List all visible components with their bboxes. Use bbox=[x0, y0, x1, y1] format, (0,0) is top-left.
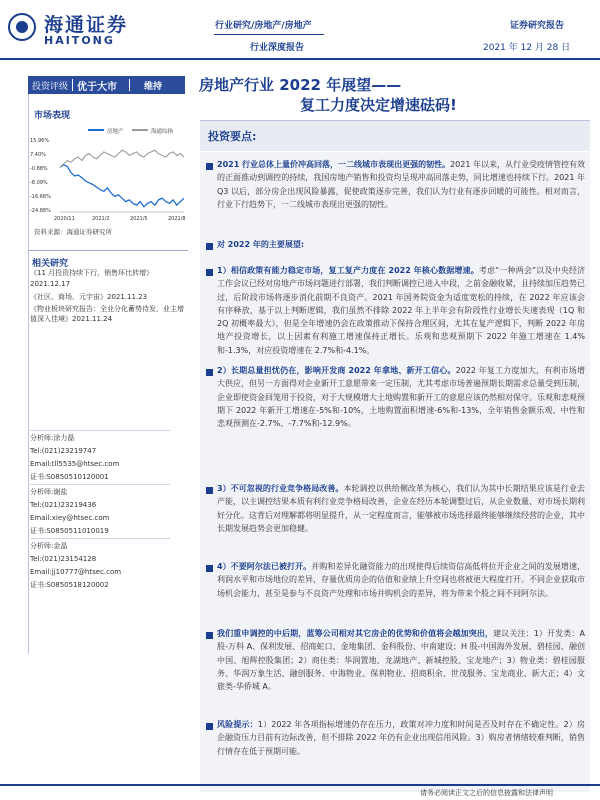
analyst-email[interactable]: Email:xiey@htsec.com bbox=[30, 514, 110, 522]
summary-para bbox=[217, 560, 585, 600]
analyst-tel: Tel:(021)23219747 bbox=[30, 447, 97, 455]
analyst-card-2 bbox=[30, 486, 109, 538]
footer-rule bbox=[0, 784, 600, 786]
logo-chinese: 海通证券 bbox=[44, 14, 129, 36]
summary-para bbox=[217, 364, 585, 430]
legend-label-realestate: 房地产 bbox=[107, 129, 124, 135]
y-tick-label: -8.09% bbox=[30, 180, 48, 186]
analyst-name: 分析师:金晶 bbox=[30, 542, 68, 550]
market-chart bbox=[28, 120, 188, 225]
bullet-icon bbox=[206, 269, 213, 276]
summary-para bbox=[217, 158, 585, 211]
x-tick-label: 2021/2 bbox=[92, 216, 110, 222]
related-title: 相关研究 bbox=[32, 259, 69, 269]
legend-label-index: 海通综指 bbox=[151, 129, 174, 135]
summary-para bbox=[217, 718, 585, 758]
related-item: 《社区、商场、元宇宙》2021.11.23 bbox=[30, 293, 148, 301]
header-divider bbox=[214, 34, 324, 35]
para-text: 建议关注：1）开发类：A 股-万科 A、保利发展、招商蛇口、金地集团、金科股份、中南建设；H 股-中国海外发展、碧桂园、融创中国、旭辉控股集团；2）商住类：华润置地、龙湖地产、新城控股、宝龙地产；3）物业类：碧桂园服务、华润万象生活、融创服务、中海物业、保利物业、招商积余、世茂服务、宝龙商业、新大正；4）文旅类-华侨城 A。 bbox=[217, 629, 586, 692]
header-rule bbox=[0, 58, 600, 60]
footer-disclaimer: 请务必阅读正文之后的信息披露和法律声明 bbox=[420, 789, 553, 797]
rating-action: 维持 bbox=[144, 81, 163, 92]
y-tick-label: -24.88% bbox=[30, 208, 51, 214]
analyst-name: 分析师:涂力磊 bbox=[30, 434, 75, 442]
para-text: 并购和差异化融资能力的出现使得后续资信高低将拉开企业之间的发展增速，利润水平和市场地位的差异，存量优质房企的估值和业绩上升空间也将被更大程度打开。不同企业获取市场机会能力，甚至是参与不良资产处理和市场并购机会的差异，将为带来个股之间不同阿尔法。 bbox=[217, 562, 585, 598]
related-item-date: 2021.12.17 bbox=[30, 280, 71, 288]
bullet-icon bbox=[206, 163, 213, 170]
series-line-realestate bbox=[60, 165, 184, 207]
market-title: 市场表现 bbox=[34, 111, 71, 121]
related-item: 《11 月投资持续下行，销售环比转增》 bbox=[30, 269, 154, 277]
y-tick-label: 7.40% bbox=[30, 152, 46, 158]
report-category: 行业研究/房地产/房地产 bbox=[215, 21, 312, 31]
chart-source: 资料来源：海通证券研究所 bbox=[34, 228, 112, 236]
para-lead: 3）不可忽视的行业竞争格局改善。 bbox=[217, 484, 344, 493]
bullet-icon bbox=[206, 632, 213, 639]
analyst-card-3 bbox=[30, 540, 121, 592]
logo-english: HAITONG bbox=[44, 34, 115, 47]
analyst-cert: 证书:S0850518120002 bbox=[30, 581, 109, 589]
summary-title: 投资要点: bbox=[208, 130, 257, 143]
y-tick-label: 15.96% bbox=[30, 138, 50, 144]
report-label: 证券研究报告 bbox=[510, 21, 565, 31]
analyst-tel: Tel:(021)23154128 bbox=[30, 555, 97, 563]
report-date: 2021 年 12 月 28 日 bbox=[483, 43, 571, 53]
bullet-icon bbox=[206, 487, 213, 494]
y-tick-label: -16.68% bbox=[30, 194, 51, 200]
para-text: 考虑“一种两会”以及中央经济工作会议已经对房地产市场问题进行部署，我们判断调控已进入中段，之前金融收紧，且持续加压趋势已过，后阶段市场将逐步消化前期不良资产。2021 年国务院资金为适度宽松的持续，在 2022 年应该会有序释放，基于以上判断逻辑，我们虽然不排除 2022 年上半年会有阶段性行业增长失速表现（1Q 和 2Q 初概率最大），但是全年增速仍会在政策推动下保持合理区间，尤其在复产逻辑下，判断 2022 年房地产投资增长，以上因素有利施工增速保持正增长。乐观和悲观预期下 2022 年施工增速在 1.4%和-1.3%，对应投资增速在 2.7%和-4.1%。 bbox=[217, 266, 585, 355]
para-lead: 2021 行业总体上量价冲高回落，一二线城市表现出更强的韧性。 bbox=[217, 160, 451, 169]
analyst-divider bbox=[30, 484, 170, 485]
summary-para bbox=[217, 627, 585, 693]
rating-value: 优于大市 bbox=[77, 81, 118, 93]
analyst-cert: 证书:S0850510120001 bbox=[30, 473, 109, 481]
summary-para bbox=[217, 482, 585, 535]
bullet-icon bbox=[206, 243, 213, 250]
para-text: 2021 年以来，从行业受疫情管控有效的正面推动到调控的持续，我国房地产销售和投资均呈现冲高回落走势，同比增速也持续下行。2021 年 Q3 以后，部分房企出现风险暴露，促使政策逐步完善，我们认为行业有逐步回暖的可能性。相对而言，行业下行趋势下，一二线城市表现出更强的韧性。 bbox=[217, 160, 585, 209]
para-text: 1）2022 年各项指标增速仍存在压力，政策对冲力度和时间是否及时存在不确定性。2）房企融资压力目前有边际改善，但不排除 2022 年仍有企业出现信用风险。3）购房者情绪较难判断，销售行情存在低于预期可能。 bbox=[217, 720, 585, 756]
analyst-divider bbox=[30, 538, 170, 539]
x-tick-label: 2021/8 bbox=[168, 216, 186, 222]
para-lead: 2）长期总量担忧仍在，影响开发商 2022 年拿地、新开工信心。 bbox=[217, 366, 456, 375]
para-text: 2022 年复工力度加大，有利市场增大供应，但另一方面得对企业新开工意愿带来一定压制，尤其考虑市场普遍预期长期需求总量受到压制，企业即使资金回笼用于投资，对于大规模增大土地购置和新开工的意愿应该仍然相对保守。乐观和悲观预期下 2022 年新开工增速在-5%和-10%，土地购置面积增速-6%和-13%，全年销售金额乐观、中性和悲观预测在-2.7%、-7.7%和-12.9%。 bbox=[217, 366, 585, 429]
bullet-icon bbox=[206, 723, 213, 730]
summary-para bbox=[217, 264, 585, 357]
series-line-index bbox=[60, 150, 184, 167]
left-divider bbox=[28, 250, 188, 251]
x-tick-label: 2021/5 bbox=[130, 216, 148, 222]
rating-label: 投资评级 bbox=[32, 81, 69, 92]
analyst-divider bbox=[30, 430, 170, 431]
summary-para bbox=[217, 238, 585, 251]
report-type: 行业深度报告 bbox=[250, 43, 305, 53]
analyst-tel: Tel:(021)23219436 bbox=[30, 501, 97, 509]
haitong-logo-icon bbox=[8, 13, 36, 41]
rating-bar bbox=[28, 76, 185, 94]
para-text: 本轮调控以供给侧改革为核心，我们认为其中长期结果应该是行业去产能，以主调控结果本质有利行业竞争格局改善，企业在经历本轮调整过后，从企业数量、对市场长期利好分化。这背后对理解都将明显提升，从一定程度而言，能够被市场选择最终能够继续经营的企业，其中长期发展趋势会更加稳健。 bbox=[217, 484, 585, 533]
analyst-cert: 证书:S0850511010019 bbox=[30, 527, 109, 535]
analyst-card-1 bbox=[30, 432, 119, 484]
para-lead: 我们重申调控的中后期，蓝筹公司相对其它房企的优势和价值将会越加突出， bbox=[217, 629, 494, 638]
analyst-email[interactable]: Email:jj10777@htsec.com bbox=[30, 568, 122, 576]
para-lead: 风险提示： bbox=[217, 720, 258, 729]
page-title-line2: 复工力度决定增速砝码! bbox=[300, 96, 457, 114]
analyst-name: 分析师:谢盐 bbox=[30, 488, 68, 496]
x-tick-label: 2020/11 bbox=[54, 216, 75, 222]
para-lead: 4）不要阿尔法已被打开。 bbox=[217, 562, 312, 571]
rating-separator bbox=[129, 79, 130, 91]
y-tick-label: -0.88% bbox=[30, 166, 48, 172]
page-title-line1: 房地产行业 2022 年展望—— bbox=[199, 76, 402, 94]
para-lead: 对 2022 年的主要展望: bbox=[217, 240, 305, 249]
summary-header bbox=[200, 120, 590, 151]
para-lead: 1）相信政策有能力稳定市场，复工复产力度在 2022 年核心数据增速。 bbox=[217, 266, 479, 275]
analyst-email[interactable]: Email:tll5535@htsec.com bbox=[30, 460, 120, 468]
related-item: 《物业板块研究报告：全业分化蓄势待发，业主增值深入佳境》2021.11.24 bbox=[30, 305, 184, 323]
bullet-icon bbox=[206, 565, 213, 572]
bullet-icon bbox=[206, 369, 213, 376]
